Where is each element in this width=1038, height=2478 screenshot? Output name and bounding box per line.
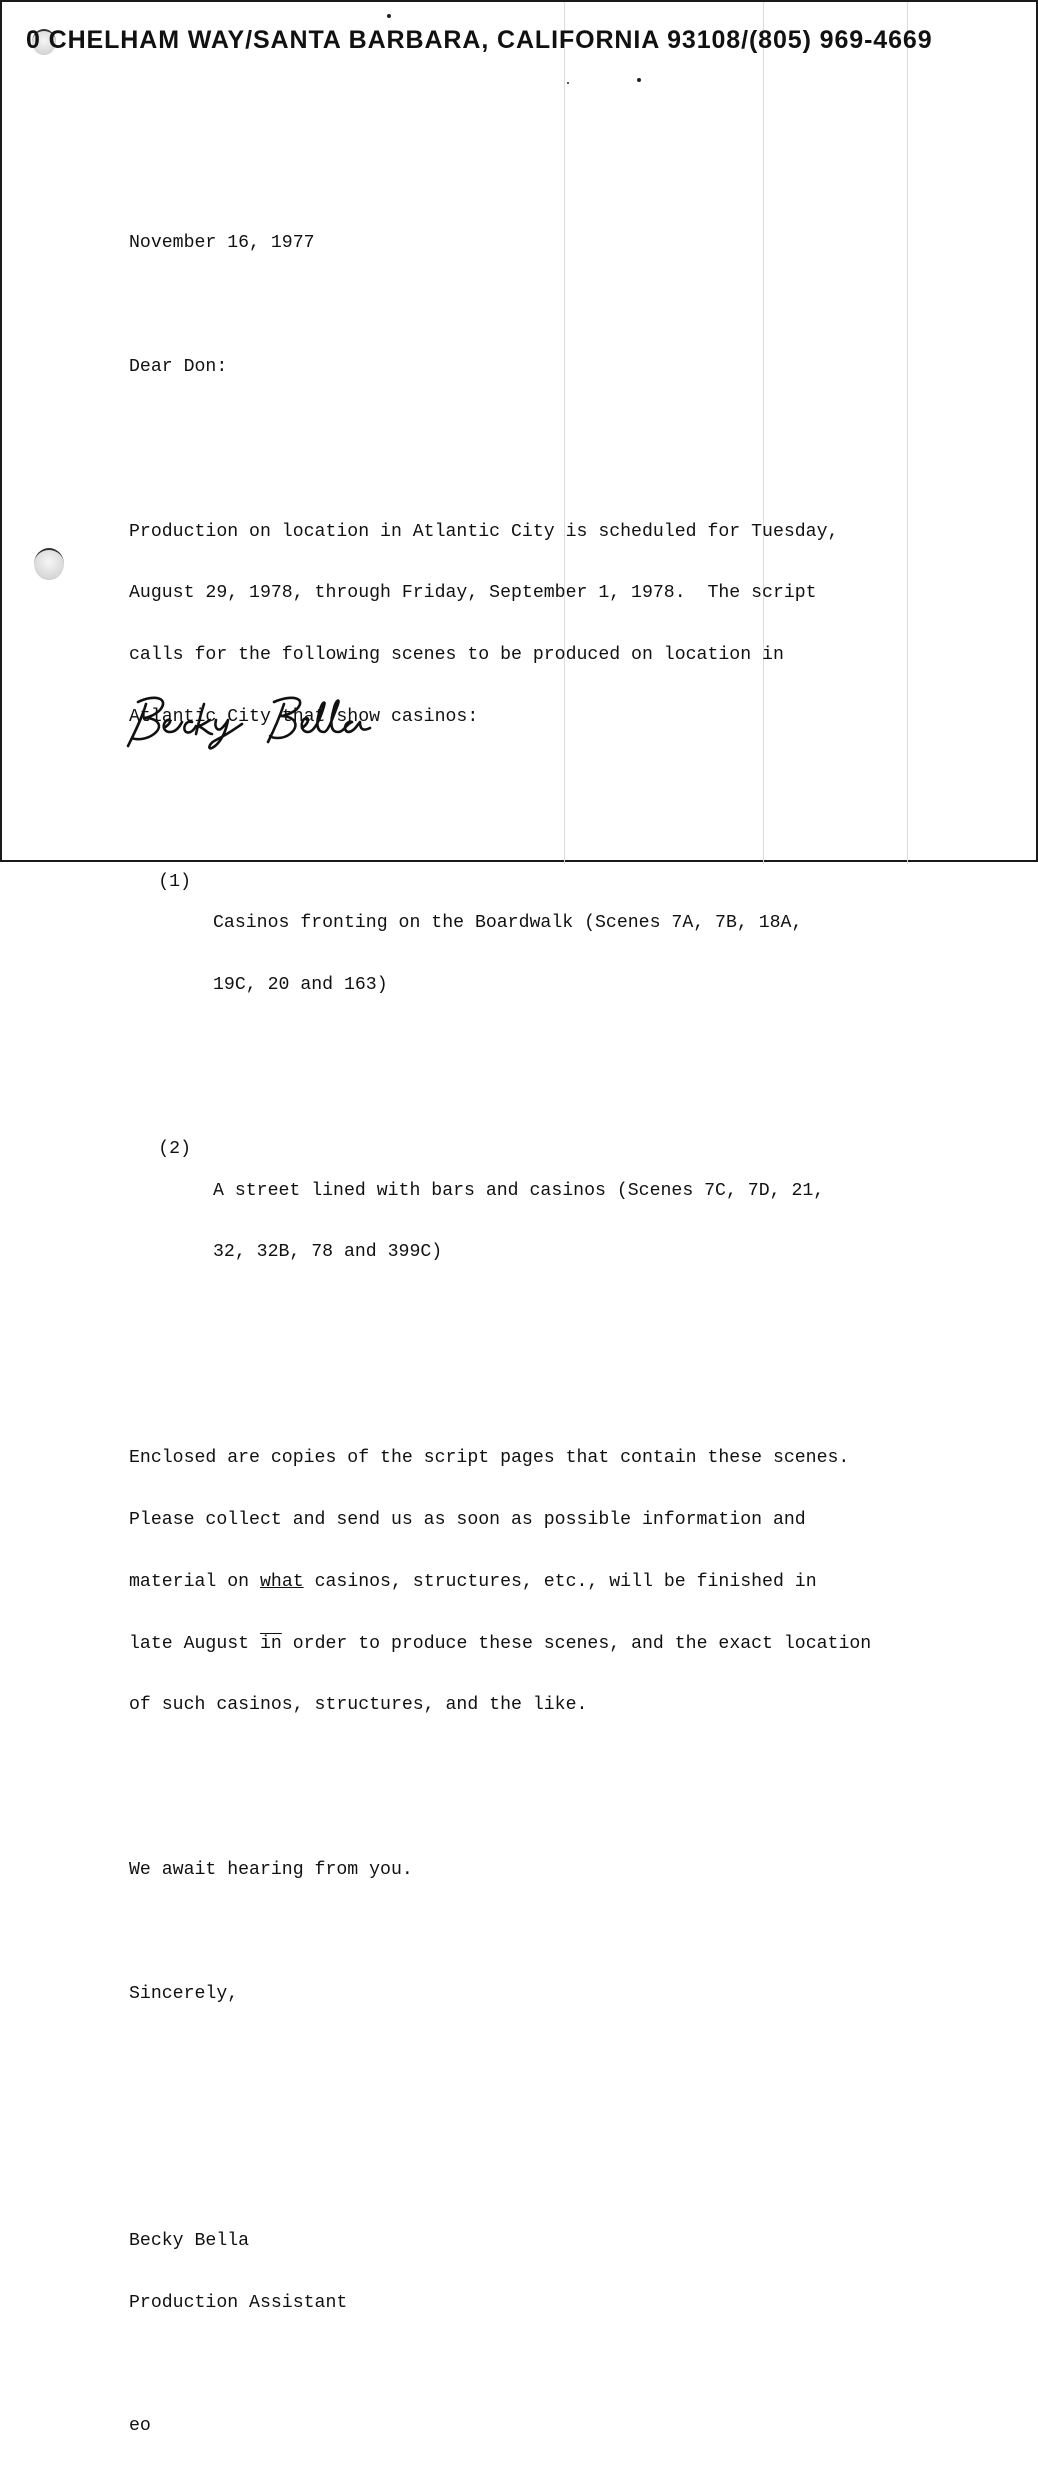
text-run: casinos, structures, etc., will be finished in <box>303 1571 817 1592</box>
punch-hole <box>34 548 64 580</box>
text-run: material on <box>129 1571 260 1592</box>
list-number: (1) <box>158 871 191 892</box>
paragraph-line: calls for the following scenes to be produced on location in <box>129 645 784 666</box>
paragraph-2 <box>129 1407 1009 1757</box>
list-line: Casinos fronting on the Boardwalk (Scenes 7A, 7B, 18A, <box>213 912 803 933</box>
text-run: order to produce these scenes, and the exact location <box>281 1633 872 1654</box>
ink-speck <box>387 14 391 18</box>
text-run: late August <box>129 1633 260 1654</box>
signer-title: Production Assistant <box>129 2292 348 2313</box>
signer-name: Becky Bella <box>129 2230 250 2251</box>
typist-initials: eo <box>129 2416 151 2437</box>
letter-body <box>129 192 1009 2478</box>
list-item <box>129 872 1009 1037</box>
letter-closing: Sincerely, <box>129 1983 239 2004</box>
paragraph-line: Please collect and send us as soon as possible information and <box>129 1510 806 1530</box>
paragraph-line <box>129 1634 1009 1655</box>
ink-speck <box>637 78 641 82</box>
paragraph-line: of such casinos, structures, and the like. <box>129 1695 588 1716</box>
paragraph-line: Production on location in Atlantic City is scheduled for Tuesday, <box>129 521 839 542</box>
list-line: 32, 32B, 78 and 399C) <box>213 1242 443 1263</box>
letterhead-address: 0 CHELHAM WAY/SANTA BARBARA, CALIFORNIA 93108/(805) 969-4669 <box>26 26 933 54</box>
paragraph-3: We await hearing from you. <box>129 1860 413 1881</box>
ink-speck <box>567 82 569 84</box>
list-line: 19C, 20 and 163) <box>213 974 388 995</box>
paragraph-line: Atlantic City that show casinos: <box>129 706 479 727</box>
marked-word: $\overline{in}$ <box>259 1633 282 1654</box>
paragraph-line: Enclosed are copies of the script pages that contain these scenes. <box>129 1448 850 1469</box>
underlined-word: what <box>259 1571 304 1592</box>
list-number: (2) <box>158 1139 191 1160</box>
list-text <box>213 1139 824 1304</box>
paragraph-line: August 29, 1978, through Friday, September 1, 1978. The script <box>129 583 817 604</box>
paragraph-line <box>129 1572 1009 1593</box>
list-text <box>213 872 802 1037</box>
list-line: A street lined with bars and casinos (Scenes 7C, 7D, 21, <box>213 1180 825 1201</box>
letter-salutation: Dear Don: <box>129 356 228 377</box>
list-item <box>129 1139 1009 1304</box>
handwritten-signature <box>124 690 384 752</box>
letter-date: November 16, 1977 <box>129 233 315 254</box>
